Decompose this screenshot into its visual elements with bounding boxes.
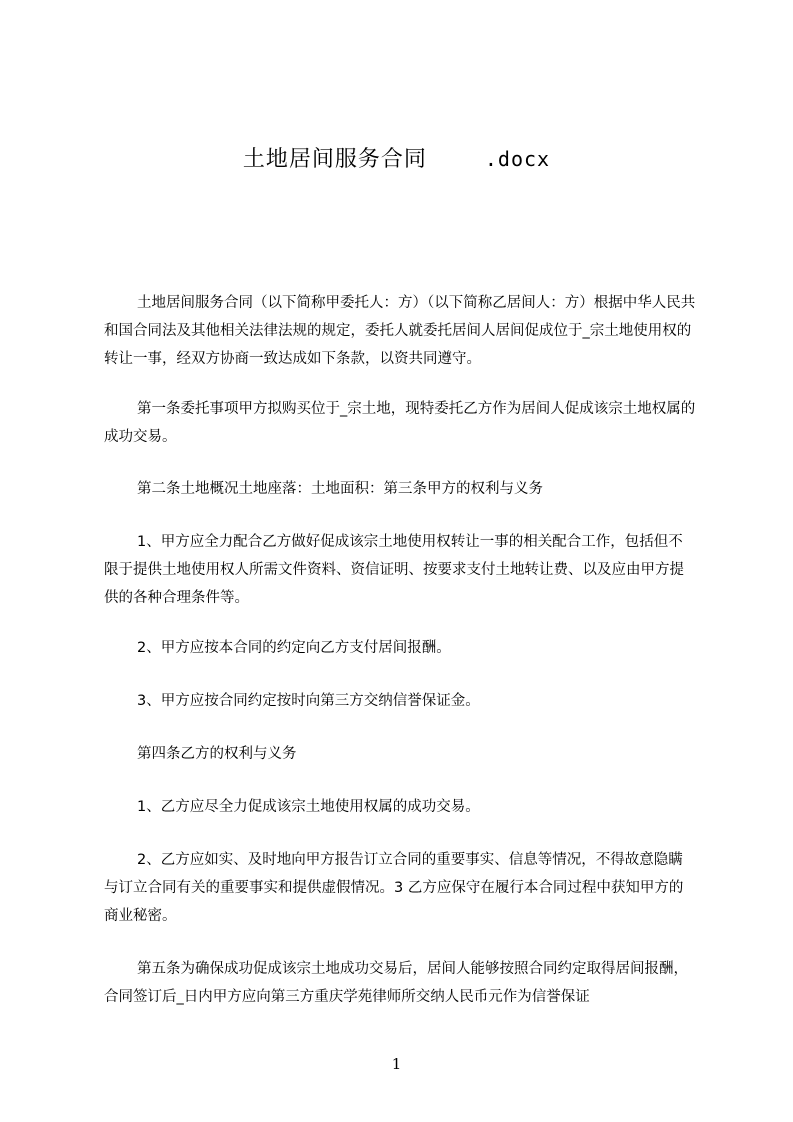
clause-b2-paragraph: 2、乙方应如实、及时地向甲方报告订立合同的重要事实、信息等情况，不得故意隐瞒与订立合同有关的重要事实和提供虚假情况。3 乙方应保守在履行本合同过程中获知甲方的商业秘密。 bbox=[104, 852, 684, 924]
page-number: 1 bbox=[391, 1055, 402, 1073]
title-text: 土地居间服务合同 bbox=[242, 147, 427, 172]
preamble-paragraph: 土地居间服务合同（以下简称甲委托人：方）（以下简称乙居间人：方）根据中华人民共和国合同法及其他相关法律法规的规定，委托人就委托居间人居间促成位于_宗土地使用权的转让一事，经双方协商一致达成如下条款，以资共同遵守。 bbox=[104, 295, 696, 367]
clause-a2-paragraph: 2、甲方应按本合同的约定向乙方支付居间报酬。 bbox=[137, 640, 451, 656]
article-2-3-paragraph: 第二条土地概况土地座落：土地面积：第三条甲方的权利与义务 bbox=[137, 481, 543, 497]
document-title bbox=[0, 142, 793, 173]
article-4-paragraph: 第四条乙方的权利与义务 bbox=[137, 746, 297, 762]
article-1-paragraph: 第一条委托事项甲方拟购买位于_宗土地，现特委托乙方作为居间人促成该宗土地权属的成功交易。 bbox=[104, 401, 696, 445]
article-5-paragraph: 第五条为确保成功促成该宗土地成功交易后，居间人能够按照合同约定取得居间报酬，合同签订后_日内甲方应向第三方重庆学苑律师所交纳人民币元作为信誉保证 bbox=[104, 961, 688, 1005]
clause-b1-paragraph: 1、乙方应尽全力促成该宗土地使用权属的成功交易。 bbox=[137, 799, 480, 815]
title-extension: .docx bbox=[484, 147, 551, 171]
clause-a1-paragraph: 1、甲方应全力配合乙方做好促成该宗土地使用权转让一事的相关配合工作，包括但不限于提供土地使用权人所需文件资料、资信证明、按要求支付土地转让费、以及应由甲方提供的各种合理条件等。 bbox=[104, 534, 684, 606]
clause-a3-paragraph: 3、甲方应按合同约定按时向第三方交纳信誉保证金。 bbox=[137, 693, 480, 709]
